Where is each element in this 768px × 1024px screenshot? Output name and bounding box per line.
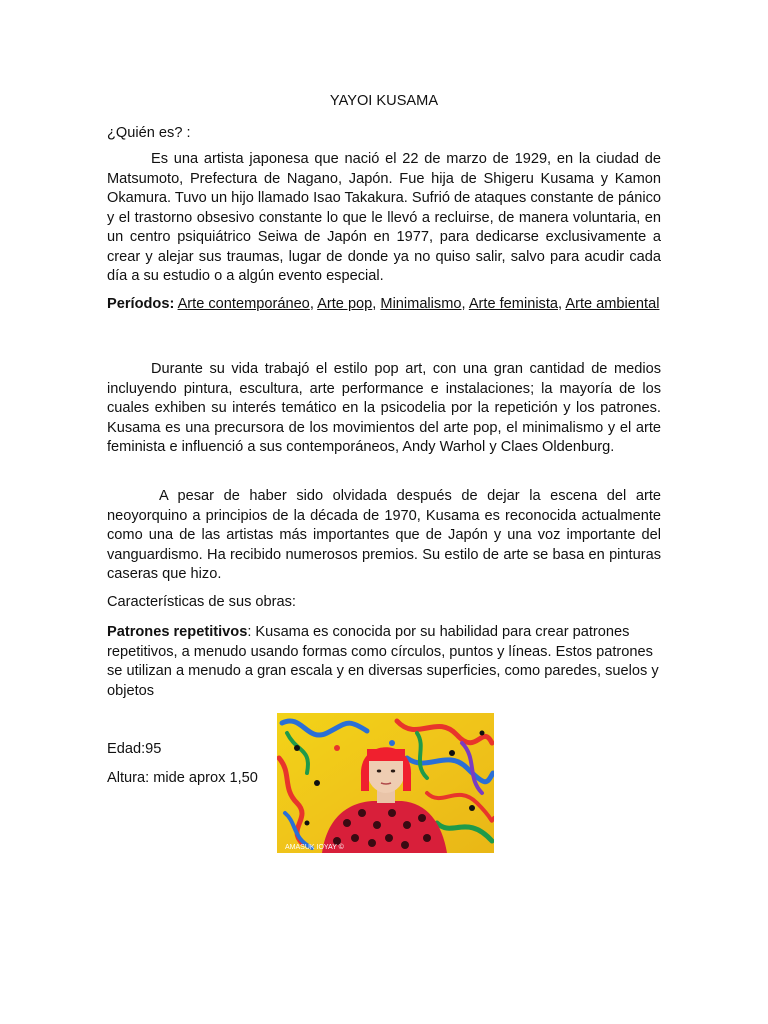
document-title: YAYOI KUSAMA bbox=[329, 93, 439, 109]
bio-paragraph: Es una artista japonesa que nació el 22 de marzo de 1929, en la ciudad de Matsumoto, Prefectura de Nagano, Japón. Fue hija de Shigeru Kusama y Kamon Okamura. Tuvo un hijo llamado Isao Takakura. Sufrió de ataques constante de pánico y el trastorno obsesivo constante lo que le llevó a recluirse, de manera voluntaria, en un centro psiquiátrico Seiwa de Japón en 1977, para dedicarse exclusivamente a crear y alejar sus traumas, lugar de donde ya no quiso salir, salvo para acudir cada día a su estudio o a algún evento especial. bbox=[107, 151, 661, 284]
height-text: Altura: mide aprox 1,50 bbox=[107, 770, 258, 786]
period-link[interactable]: Arte contemporáneo bbox=[177, 296, 310, 312]
period-link[interactable]: Minimalismo bbox=[380, 296, 462, 312]
period-link[interactable]: Arte pop bbox=[317, 296, 373, 312]
pop-art-paragraph: Durante su vida trabajó el estilo pop art, con una gran cantidad de medios incluyendo pintura, escultura, arte performance e instalaciones; la mayoría de los cuales exhiben su interés temático en la psicodelia por la repetición y los patrones. Kusama es una precursora de los movimientos del arte pop, el minimalismo y el arte feminista e influenció a sus contemporáneos, Andy Warhol y Claes Oldenburg. bbox=[107, 361, 661, 455]
recognition-paragraph: A pesar de haber sido olvidada después de dejar la escena del arte neoyorquino a principios de la década de 1970, Kusama es reconocida actualmente como una de las artistas más importantes que de Japón y una voz importante del vanguardismo. Ha recibido numerosos premios. Su estilo de arte se basa en pinturas caseras que hizo. bbox=[107, 488, 661, 582]
patterns-label: Patrones repetitivos bbox=[107, 624, 248, 640]
photo-caption: AMASUK IOYAY © bbox=[285, 844, 344, 851]
patterns-paragraph bbox=[107, 623, 661, 701]
separator: , bbox=[372, 296, 381, 312]
patterns-text: : Kusama es conocida por su habilidad para crear patrones repetitivos, a menudo usando formas como círculos, puntos y líneas. Estos patrones se utilizan a menudo a gran escala y en diversas superficies, como paredes, suelos y objetos bbox=[107, 624, 659, 699]
periods-label: Períodos: bbox=[107, 296, 175, 312]
period-link[interactable]: Arte ambiental bbox=[565, 296, 660, 312]
separator: , bbox=[461, 296, 469, 312]
period-link[interactable]: Arte feminista bbox=[468, 296, 559, 312]
separator: , bbox=[558, 296, 566, 312]
characteristics-heading: Características de sus obras: bbox=[107, 594, 296, 610]
separator: , bbox=[309, 296, 318, 312]
age-text: Edad:95 bbox=[107, 741, 162, 757]
artist-portrait-image bbox=[277, 713, 494, 853]
periods-line bbox=[107, 295, 661, 315]
question-heading: ¿Quién es? : bbox=[107, 125, 191, 141]
